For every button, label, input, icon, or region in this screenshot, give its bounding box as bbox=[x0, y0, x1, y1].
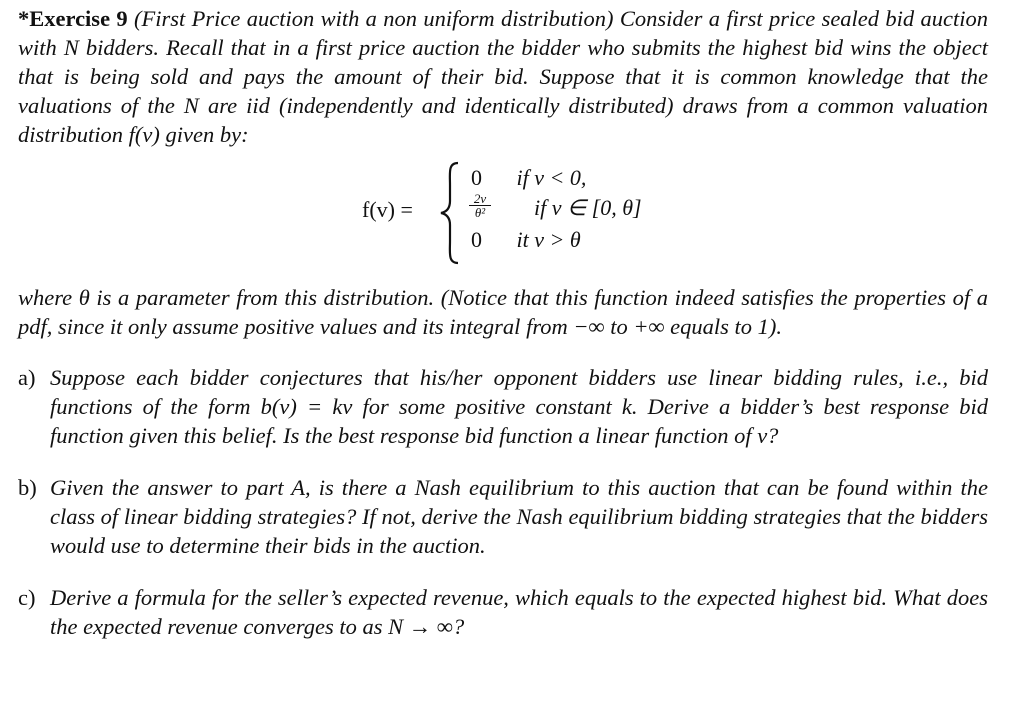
case-row-2 bbox=[534, 195, 642, 221]
exercise-intro bbox=[18, 4, 988, 149]
case2-numerator: 2v bbox=[469, 192, 491, 206]
case1-condition: if v < 0, bbox=[516, 165, 587, 190]
question-b bbox=[18, 473, 988, 560]
pdf-formula bbox=[18, 157, 988, 269]
left-brace-icon bbox=[438, 161, 462, 265]
formula-lhs: f(v) = bbox=[362, 197, 413, 222]
case2-fraction bbox=[469, 192, 491, 219]
question-c-text: Derive a formula for the seller’s expected revenue, which equals to the expected highest bid. What does the expected revenue converges to as N → ∞? bbox=[50, 585, 988, 639]
question-list bbox=[18, 363, 988, 641]
case2-denominator: θ² bbox=[474, 205, 486, 220]
question-a-label: a) bbox=[18, 365, 36, 390]
case2-condition: if v ∈ [0, θ] bbox=[534, 195, 642, 220]
case3-value: 0 bbox=[471, 227, 482, 252]
exercise-title: *Exercise 9 bbox=[18, 6, 128, 31]
question-c bbox=[18, 583, 988, 641]
question-b-text: Given the answer to part A, is there a Nash equilibrium to this auction that can be found within the class of linear bidding strategies? If not, derive the Nash equilibrium bidding strategies that the bidders would use to determine their bids in the auction. bbox=[50, 475, 988, 558]
case-row-3 bbox=[471, 227, 581, 253]
case3-condition: it v > θ bbox=[516, 227, 581, 252]
exercise-text: (First Price auction with a non uniform distribution) Consider a first price sealed bid auction with N bidders. Recall that in a first price auction the bidder who submits the highest bid wins the object that is being sold and pays the amount of their bid. Suppose that it is common knowledge that the valuations of the N are iid (independently and identically distributed) draws from a common valuation distribution f(v) given by: bbox=[18, 6, 989, 147]
after-formula-text: where θ is a parameter from this distribution. (Notice that this function indeed satisfies the properties of a pdf, since it only assume positive values and its integral from −∞ to +∞ equals to 1). bbox=[18, 285, 988, 339]
exercise-page bbox=[18, 4, 988, 664]
question-b-label: b) bbox=[18, 475, 37, 500]
question-a-text: Suppose each bidder conjectures that his/her opponent bidders use linear bidding rules, i.e., bid functions of the form b(v) = kv for some positive constant k. Derive a bidder’s best response bid function given this belief. Is the best response bid function a linear function of v? bbox=[50, 365, 988, 448]
case-row-1 bbox=[471, 165, 586, 191]
question-c-label: c) bbox=[18, 585, 36, 610]
question-a bbox=[18, 363, 988, 450]
case1-value: 0 bbox=[471, 165, 482, 190]
